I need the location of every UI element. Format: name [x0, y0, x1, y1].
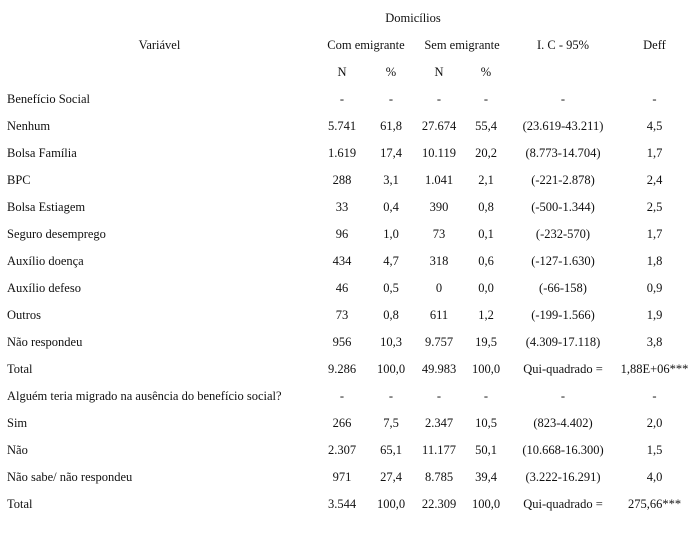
confidence-interval: (-221-2.878) [531, 173, 595, 187]
confidence-interval: - [560, 389, 566, 403]
group-header-domicilios: Domicílios [385, 11, 441, 25]
deff-value: 1,7 [646, 146, 663, 160]
without-emigrant-pct: - [483, 389, 489, 403]
with-emigrant-pct: 65,1 [380, 443, 402, 457]
with-emigrant-pct: 7,5 [383, 416, 399, 430]
with-emigrant-n: 46 [335, 281, 349, 295]
without-emigrant-n: 49.983 [421, 362, 457, 376]
deff-header: Deff [643, 38, 666, 52]
sub-header-pct: % [480, 65, 492, 79]
confidence-interval: (3.222-16.291) [525, 470, 601, 484]
sub-header-n: N [337, 65, 347, 79]
without-emigrant-pct: 1,2 [478, 308, 494, 322]
row-label: Benefício Social [7, 92, 90, 106]
row-label: Bolsa Estiagem [7, 200, 86, 214]
row-label: BPC [7, 173, 31, 187]
table-row [2, 86, 692, 113]
without-emigrant-pct: 0,6 [478, 254, 494, 268]
row-label: Não [7, 443, 28, 457]
household-benefit-table [2, 5, 692, 518]
table-row [2, 437, 692, 464]
without-emigrant-pct: 10,5 [475, 416, 497, 430]
confidence-interval: Qui-quadrado = [523, 362, 603, 376]
with-emigrant-n: 288 [332, 173, 352, 187]
without-emigrant-n: 9.757 [424, 335, 454, 349]
without-emigrant-header: Sem emigrante [424, 38, 500, 52]
table-body [2, 86, 692, 518]
without-emigrant-n: 611 [429, 308, 449, 322]
table-row [2, 167, 692, 194]
without-emigrant-pct: 0,0 [478, 281, 494, 295]
table-row [2, 491, 692, 518]
deff-value: 3,8 [646, 335, 663, 349]
with-emigrant-pct: 3,1 [383, 173, 399, 187]
table-row [2, 113, 692, 140]
confidence-interval: (-66-158) [539, 281, 587, 295]
row-label: Nenhum [7, 119, 51, 133]
with-emigrant-n: 5.741 [327, 119, 357, 133]
with-emigrant-n: 9.286 [327, 362, 357, 376]
deff-value: 0,9 [646, 281, 663, 295]
table-row [2, 329, 692, 356]
without-emigrant-pct: - [483, 92, 489, 106]
with-emigrant-n: - [339, 92, 345, 106]
with-emigrant-pct: 17,4 [380, 146, 402, 160]
with-emigrant-pct: 61,8 [380, 119, 402, 133]
without-emigrant-pct: 2,1 [478, 173, 494, 187]
header-row-columns [2, 32, 692, 59]
deff-value: 4,0 [646, 470, 663, 484]
without-emigrant-pct: 55,4 [475, 119, 497, 133]
sub-header-pct: % [385, 65, 397, 79]
without-emigrant-n: 2.347 [424, 416, 454, 430]
with-emigrant-n: 1.619 [327, 146, 357, 160]
table-header [2, 5, 692, 86]
without-emigrant-pct: 39,4 [475, 470, 497, 484]
deff-value: 275,66*** [627, 497, 682, 511]
row-label: Sim [7, 416, 28, 430]
without-emigrant-n: 390 [429, 200, 449, 214]
row-label: Não respondeu [7, 335, 83, 349]
row-label: Auxílio doença [7, 254, 84, 268]
confidence-interval: (8.773-14.704) [525, 146, 601, 160]
without-emigrant-pct: 0,1 [478, 227, 494, 241]
deff-value: 1,8 [646, 254, 663, 268]
deff-value: 2,0 [646, 416, 663, 430]
table-row [2, 302, 692, 329]
without-emigrant-pct: 50,1 [475, 443, 497, 457]
without-emigrant-pct: 0,8 [478, 200, 494, 214]
confidence-interval: (-500-1.344) [531, 200, 595, 214]
with-emigrant-n: 2.307 [327, 443, 357, 457]
with-emigrant-n: 3.544 [327, 497, 357, 511]
with-emigrant-n: 956 [332, 335, 352, 349]
deff-value: 1,88E+06*** [620, 362, 689, 376]
table-row [2, 464, 692, 491]
row-label: Seguro desemprego [7, 227, 106, 241]
without-emigrant-n: 73 [432, 227, 446, 241]
deff-value: 1,7 [646, 227, 663, 241]
without-emigrant-n: - [436, 389, 442, 403]
table-row [2, 275, 692, 302]
deff-value: - [652, 92, 657, 106]
with-emigrant-n: - [339, 389, 345, 403]
deff-value: 2,5 [646, 200, 663, 214]
confidence-interval: (10.668-16.300) [522, 443, 604, 457]
with-emigrant-pct: - [388, 92, 394, 106]
variable-header: Variável [138, 38, 181, 52]
sub-header-n: N [434, 65, 444, 79]
with-emigrant-n: 266 [332, 416, 352, 430]
without-emigrant-pct: 100,0 [471, 497, 501, 511]
without-emigrant-n: 8.785 [424, 470, 454, 484]
with-emigrant-n: 73 [335, 308, 349, 322]
with-emigrant-pct: 1,0 [383, 227, 399, 241]
without-emigrant-n: - [436, 92, 442, 106]
confidence-interval: (4.309-17.118) [525, 335, 601, 349]
table-row [2, 140, 692, 167]
deff-value: 4,5 [646, 119, 663, 133]
with-emigrant-pct: 0,8 [383, 308, 399, 322]
row-label: Total [7, 497, 33, 511]
row-label: Total [7, 362, 33, 376]
without-emigrant-pct: 100,0 [471, 362, 501, 376]
without-emigrant-n: 10.119 [422, 146, 456, 160]
row-label: Alguém teria migrado na ausência do benefício social? [7, 389, 282, 403]
table-row [2, 221, 692, 248]
without-emigrant-n: 22.309 [421, 497, 457, 511]
deff-value: 1,9 [646, 308, 663, 322]
confidence-interval: (823-4.402) [533, 416, 593, 430]
table-row [2, 356, 692, 383]
with-emigrant-pct: 0,4 [383, 200, 399, 214]
table-row [2, 194, 692, 221]
row-label: Não sabe/ não respondeu [7, 470, 133, 484]
row-label: Bolsa Família [7, 146, 77, 160]
deff-value: - [652, 389, 657, 403]
header-row-group [2, 5, 692, 32]
without-emigrant-n: 0 [435, 281, 443, 295]
confidence-interval: - [560, 92, 566, 106]
without-emigrant-pct: 20,2 [475, 146, 497, 160]
table-row [2, 383, 692, 410]
with-emigrant-pct: 27,4 [380, 470, 402, 484]
with-emigrant-pct: 100,0 [376, 362, 406, 376]
with-emigrant-pct: 4,7 [383, 254, 399, 268]
confidence-interval: (-232-570) [535, 227, 591, 241]
confidence-interval: (-127-1.630) [531, 254, 595, 268]
without-emigrant-n: 1.041 [424, 173, 454, 187]
with-emigrant-n: 33 [335, 200, 349, 214]
without-emigrant-pct: 19,5 [475, 335, 497, 349]
with-emigrant-pct: 100,0 [376, 497, 406, 511]
with-emigrant-n: 971 [332, 470, 352, 484]
without-emigrant-n: 318 [429, 254, 449, 268]
without-emigrant-n: 27.674 [421, 119, 457, 133]
confidence-interval: (-199-1.566) [531, 308, 595, 322]
with-emigrant-n: 96 [335, 227, 349, 241]
deff-value: 1,5 [646, 443, 663, 457]
header-row-sub [2, 59, 692, 86]
with-emigrant-pct: - [388, 389, 394, 403]
table-row [2, 248, 692, 275]
confidence-interval: Qui-quadrado = [523, 497, 603, 511]
ci-header: I. C - 95% [536, 38, 590, 52]
with-emigrant-n: 434 [332, 254, 352, 268]
without-emigrant-n: 11.177 [422, 443, 456, 457]
deff-value: 2,4 [646, 173, 663, 187]
row-label: Auxílio defeso [7, 281, 81, 295]
with-emigrant-pct: 10,3 [380, 335, 402, 349]
row-label: Outros [7, 308, 42, 322]
with-emigrant-header: Com emigrante [327, 38, 405, 52]
confidence-interval: (23.619-43.211) [522, 119, 604, 133]
table-row [2, 410, 692, 437]
with-emigrant-pct: 0,5 [383, 281, 399, 295]
